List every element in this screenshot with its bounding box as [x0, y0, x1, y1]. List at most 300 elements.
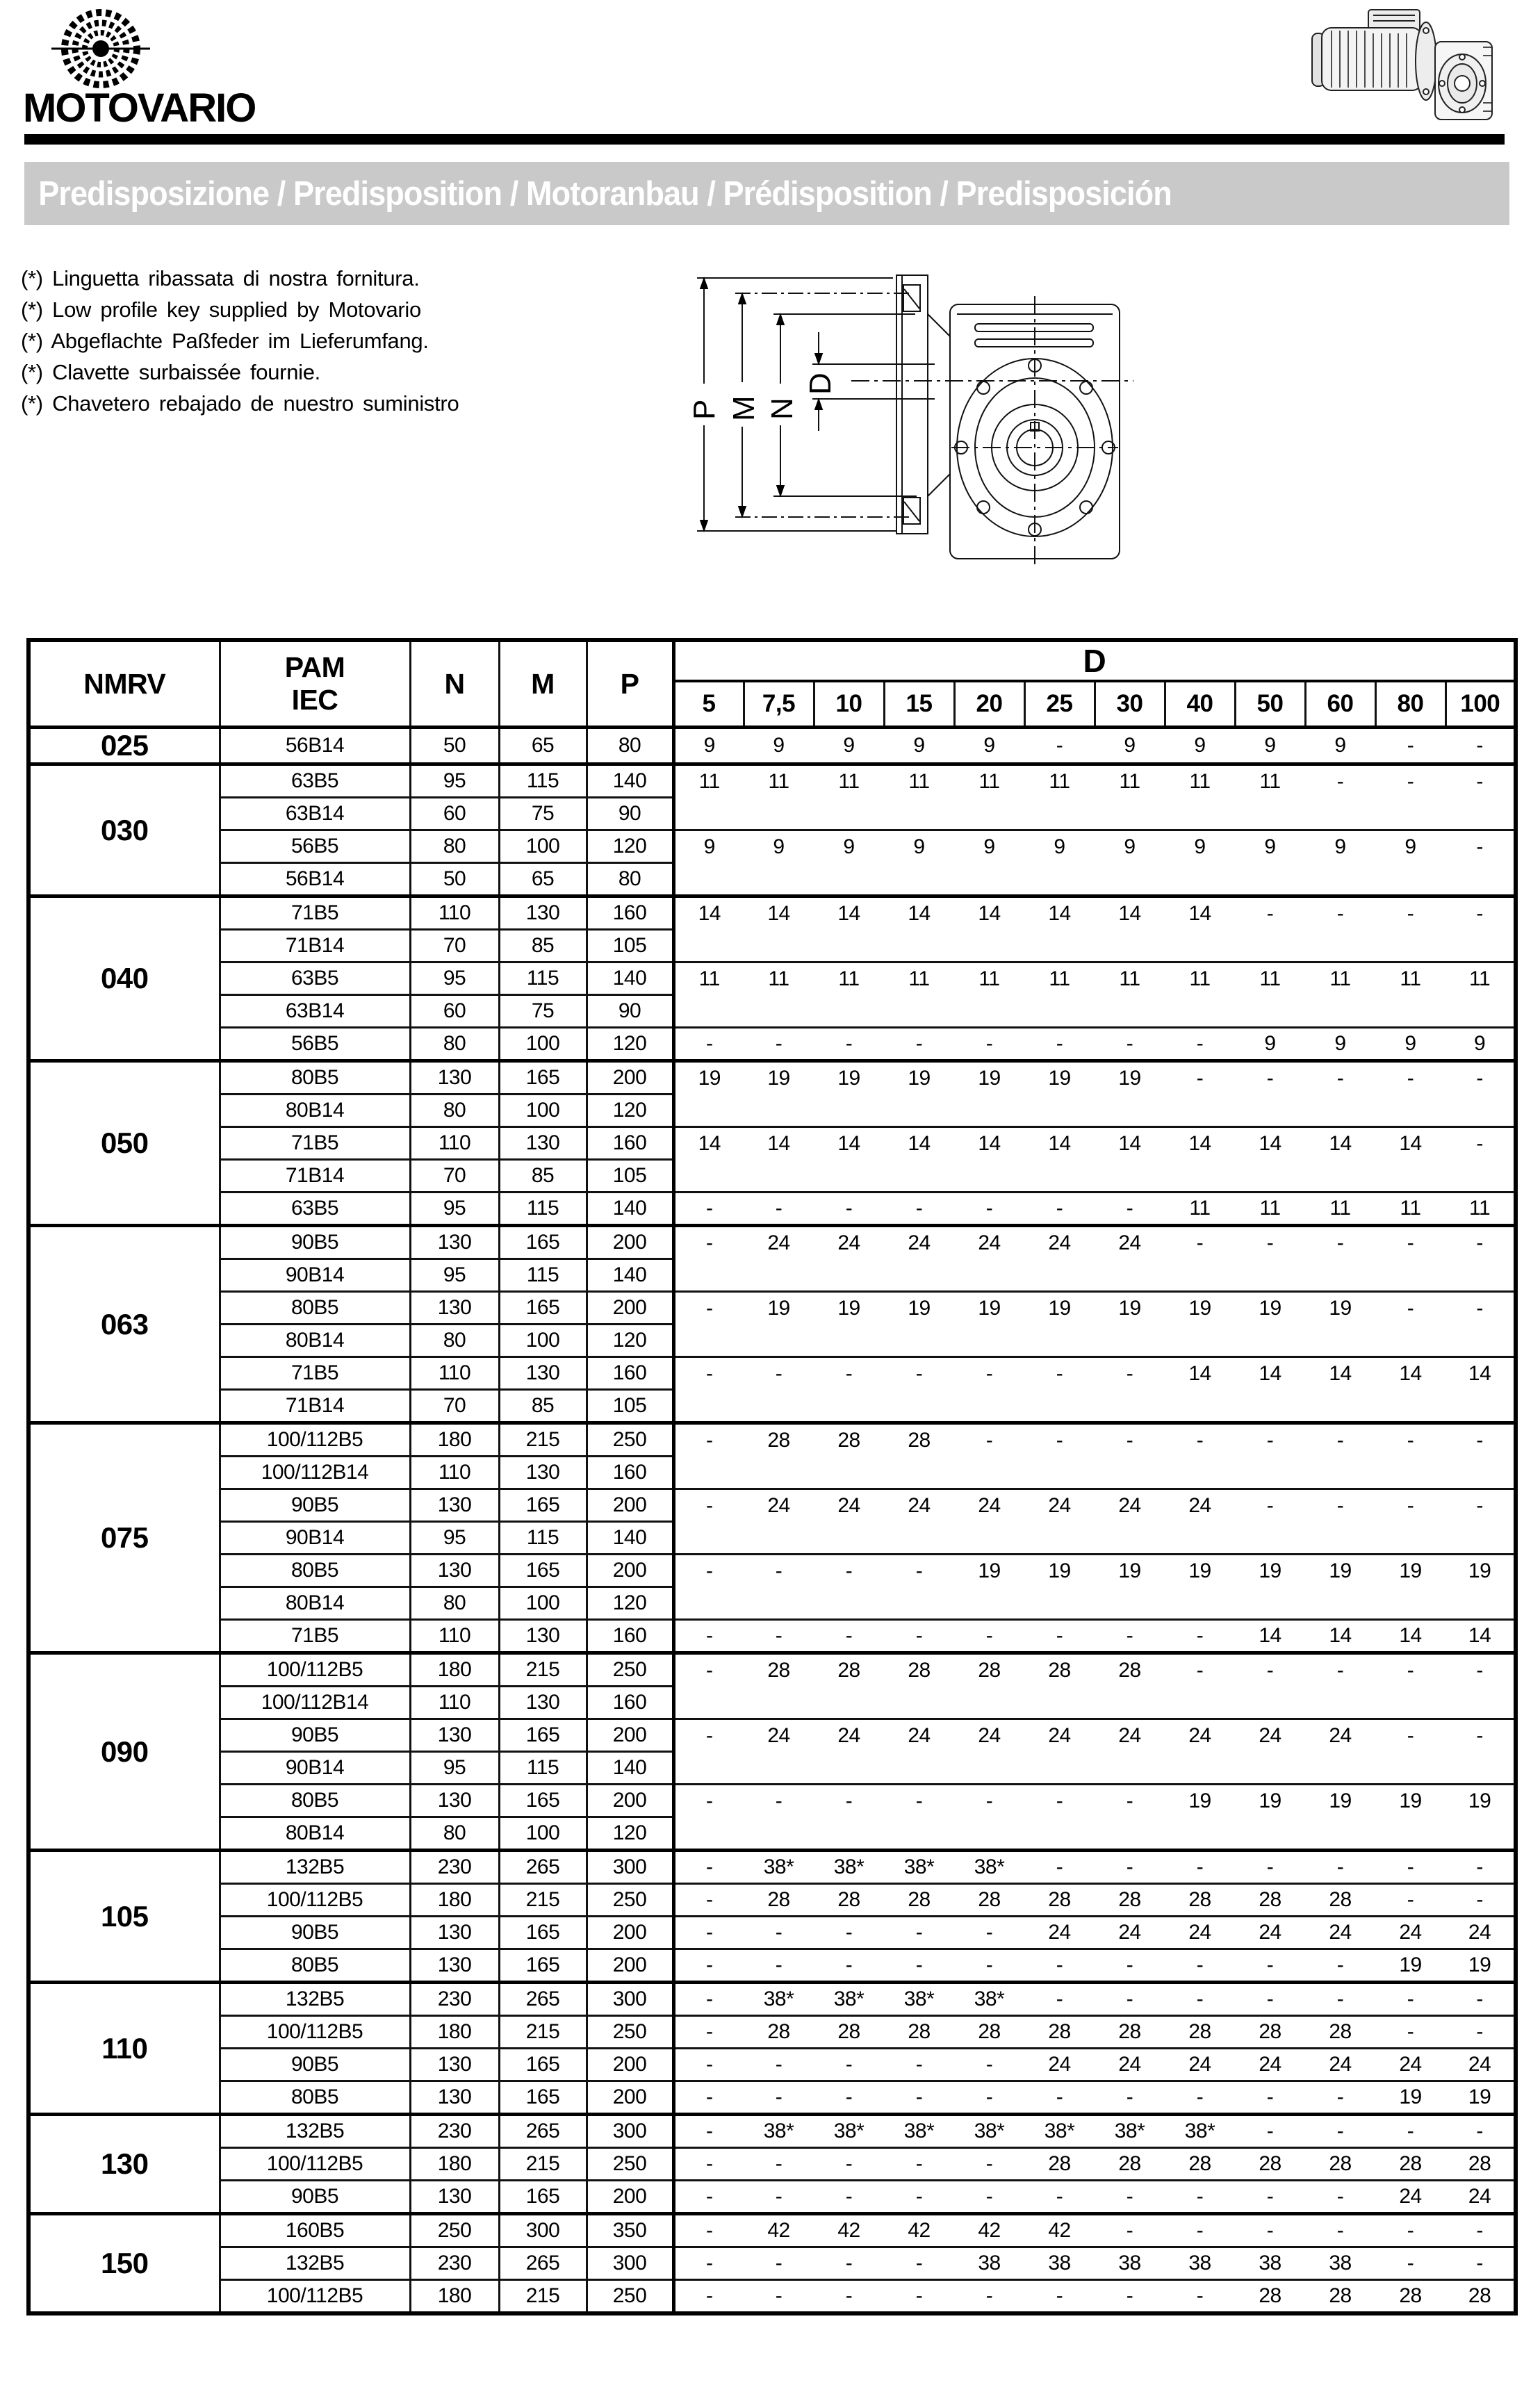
d-value-cell: 19 [744, 1292, 814, 1357]
d-value-cell: 28 [744, 1423, 814, 1489]
d-value-cell: - [673, 1884, 744, 1917]
d-value-cell: 38* [954, 2115, 1024, 2148]
n-value-cell: 130 [410, 1292, 499, 1325]
m-value-cell: 85 [499, 930, 587, 962]
pam-iec-cell: 63B5 [220, 764, 410, 798]
m-value-cell: 265 [499, 1983, 587, 2016]
pam-iec-cell: 63B14 [220, 995, 410, 1028]
d-value-cell: 28 [884, 2016, 954, 2049]
d-value-cell: - [814, 1785, 884, 1851]
nmrv-size-cell: 150 [28, 2214, 220, 2314]
p-value-cell: 120 [587, 1095, 673, 1127]
n-value-cell: 130 [410, 2081, 499, 2115]
d-value-cell: 28 [1165, 1884, 1235, 1917]
d-value-cell: - [1445, 2247, 1516, 2280]
d-value-cell: 14 [1235, 1620, 1305, 1653]
d-value-cell: 24 [1235, 2049, 1305, 2081]
dimension-drawing [657, 247, 1136, 571]
table-row [28, 1851, 1516, 1884]
m-value-cell: 165 [499, 2081, 587, 2115]
d-value-cell: - [1305, 896, 1375, 962]
d-value-cell: - [673, 2181, 744, 2214]
p-value-cell: 250 [587, 2148, 673, 2181]
d-value-cell: - [1165, 1949, 1235, 1983]
pam-iec-cell: 56B5 [220, 1028, 410, 1061]
d-value-cell: - [954, 2049, 1024, 2081]
d-value-cell: - [1095, 2280, 1165, 2314]
d-value-cell: - [1445, 1061, 1516, 1127]
p-value-cell: 160 [587, 1127, 673, 1160]
n-value-cell: 95 [410, 1752, 499, 1785]
d-value-cell: - [1165, 1028, 1235, 1061]
d-value-cell: - [814, 1028, 884, 1061]
m-value-cell: 115 [499, 1522, 587, 1555]
d-value-cell: - [814, 1949, 884, 1983]
d-value-cell: - [1305, 1489, 1375, 1555]
n-value-cell: 60 [410, 798, 499, 830]
d-value-cell: - [744, 2148, 814, 2181]
d-value-cell: - [814, 2280, 884, 2314]
table-row [28, 1423, 1516, 1457]
d-value-cell: - [1375, 2247, 1445, 2280]
header-rule [24, 134, 1505, 145]
pam-iec-cell: 80B5 [220, 2081, 410, 2115]
header-d-col: 7,5 [744, 681, 814, 728]
n-value-cell: 130 [410, 1949, 499, 1983]
d-value-cell: - [744, 1917, 814, 1949]
d-value-cell: 19 [1375, 1785, 1445, 1851]
m-value-cell: 215 [499, 1884, 587, 1917]
d-value-cell: 14 [1305, 1357, 1375, 1423]
d-value-cell: 19 [884, 1292, 954, 1357]
p-value-cell: 200 [587, 1226, 673, 1259]
m-value-cell: 75 [499, 798, 587, 830]
header-d-col: 60 [1305, 681, 1375, 728]
d-value-cell: 38 [1235, 2247, 1305, 2280]
d-value-cell: - [954, 2148, 1024, 2181]
pam-iec-cell: 90B5 [220, 1226, 410, 1259]
header-d-col: 40 [1165, 681, 1235, 728]
pam-iec-cell: 100/112B14 [220, 1687, 410, 1719]
d-value-cell: 9 [1165, 830, 1235, 896]
d-value-cell: 28 [1305, 1884, 1375, 1917]
d-value-cell: 24 [1375, 1917, 1445, 1949]
table-row [28, 1620, 1516, 1653]
d-value-cell: - [673, 1423, 744, 1489]
p-value-cell: 200 [587, 2081, 673, 2115]
d-value-cell: 11 [954, 764, 1024, 830]
d-value-cell: 11 [1235, 764, 1305, 830]
d-value-cell: 24 [814, 1226, 884, 1292]
n-value-cell: 80 [410, 1095, 499, 1127]
nmrv-size-cell: 105 [28, 1851, 220, 1983]
d-value-cell: - [673, 1949, 744, 1983]
d-value-cell: 28 [1235, 2016, 1305, 2049]
p-value-cell: 200 [587, 2181, 673, 2214]
d-value-cell: 14 [673, 896, 744, 962]
d-value-cell: 9 [744, 830, 814, 896]
pam-iec-cell: 160B5 [220, 2214, 410, 2247]
d-value-cell: - [884, 2181, 954, 2214]
table-row [28, 1884, 1516, 1917]
d-value-cell: 9 [1445, 1028, 1516, 1061]
header-nmrv: NMRV [28, 640, 220, 728]
n-value-cell: 70 [410, 930, 499, 962]
d-value-cell: - [1445, 1653, 1516, 1719]
d-value-cell: 38* [814, 2115, 884, 2148]
d-value-cell: - [814, 1917, 884, 1949]
m-value-cell: 165 [499, 1719, 587, 1752]
d-value-cell: - [1305, 1851, 1375, 1884]
nmrv-size-cell: 090 [28, 1653, 220, 1851]
header-pam-line2: IEC [291, 684, 338, 716]
table-row [28, 1292, 1516, 1325]
title-bar [24, 162, 1509, 225]
pam-iec-cell: 90B14 [220, 1522, 410, 1555]
d-value-cell: 28 [1235, 2148, 1305, 2181]
pam-iec-cell: 63B5 [220, 1192, 410, 1226]
header-n: N [410, 640, 499, 728]
d-value-cell: - [1024, 1949, 1095, 1983]
d-value-cell: - [673, 1028, 744, 1061]
d-value-cell: - [1165, 1653, 1235, 1719]
pam-iec-cell: 80B14 [220, 1325, 410, 1357]
n-value-cell: 80 [410, 1325, 499, 1357]
d-value-cell: 19 [744, 1061, 814, 1127]
d-value-cell: 11 [1375, 1192, 1445, 1226]
d-value-cell: - [1235, 1653, 1305, 1719]
d-value-cell: 14 [1375, 1357, 1445, 1423]
d-value-cell: - [673, 1192, 744, 1226]
m-value-cell: 130 [499, 1457, 587, 1489]
d-value-cell: 28 [1235, 1884, 1305, 1917]
d-value-cell: 28 [884, 1423, 954, 1489]
d-value-cell: 11 [1165, 962, 1235, 1028]
d-value-cell: 19 [1095, 1292, 1165, 1357]
n-value-cell: 70 [410, 1390, 499, 1423]
p-value-cell: 350 [587, 2214, 673, 2247]
d-value-cell: 14 [1445, 1620, 1516, 1653]
table-row [28, 1357, 1516, 1390]
p-value-cell: 200 [587, 1292, 673, 1325]
table-row [28, 1785, 1516, 1817]
d-value-cell: - [1024, 1192, 1095, 1226]
pam-table-body [28, 728, 1516, 2314]
d-value-cell: - [1024, 2181, 1095, 2214]
d-value-cell: 19 [673, 1061, 744, 1127]
d-value-cell: - [954, 2081, 1024, 2115]
n-value-cell: 130 [410, 1226, 499, 1259]
p-value-cell: 120 [587, 1817, 673, 1851]
n-value-cell: 180 [410, 1884, 499, 1917]
d-value-cell: 9 [1095, 830, 1165, 896]
d-value-cell: 24 [744, 1719, 814, 1785]
m-value-cell: 115 [499, 764, 587, 798]
pam-iec-cell: 132B5 [220, 2247, 410, 2280]
pam-iec-cell: 80B5 [220, 1785, 410, 1817]
d-value-cell: 24 [1024, 1226, 1095, 1292]
pam-iec-cell: 90B5 [220, 2049, 410, 2081]
header-d-group: D [673, 640, 1516, 681]
p-value-cell: 140 [587, 1752, 673, 1785]
p-value-cell: 300 [587, 2115, 673, 2148]
d-value-cell: - [1024, 1423, 1095, 1489]
d-value-cell: - [673, 2081, 744, 2115]
d-value-cell: 11 [884, 764, 954, 830]
d-value-cell: 11 [1445, 1192, 1516, 1226]
d-value-cell: 28 [1024, 1653, 1095, 1719]
n-value-cell: 180 [410, 1653, 499, 1687]
table-row [28, 2247, 1516, 2280]
m-value-cell: 215 [499, 2280, 587, 2314]
n-value-cell: 70 [410, 1160, 499, 1192]
pam-iec-cell: 100/112B5 [220, 2016, 410, 2049]
d-value-cell: - [1095, 1785, 1165, 1851]
d-value-cell: 14 [1235, 1127, 1305, 1192]
p-value-cell: 250 [587, 1884, 673, 1917]
d-value-cell: 11 [1165, 1192, 1235, 1226]
p-value-cell: 160 [587, 896, 673, 930]
d-value-cell: - [1375, 1653, 1445, 1719]
p-value-cell: 120 [587, 1325, 673, 1357]
d-value-cell: 14 [1024, 1127, 1095, 1192]
note-line-fr: (*) Clavette surbaissée fournie. [21, 360, 320, 384]
d-value-cell: - [1165, 1851, 1235, 1884]
d-value-cell: - [884, 2081, 954, 2115]
d-value-cell: 28 [814, 1653, 884, 1719]
m-value-cell: 215 [499, 1653, 587, 1687]
d-value-cell: - [1305, 2081, 1375, 2115]
table-row [28, 2081, 1516, 2115]
d-value-cell: 9 [954, 830, 1024, 896]
d-value-cell: 28 [1375, 2280, 1445, 2314]
pam-iec-cell: 100/112B14 [220, 1457, 410, 1489]
d-value-cell: 9 [673, 830, 744, 896]
d-value-cell: - [1024, 1357, 1095, 1423]
d-value-cell: 11 [1095, 962, 1165, 1028]
d-value-cell: 38 [954, 2247, 1024, 2280]
n-value-cell: 230 [410, 1851, 499, 1884]
m-value-cell: 165 [499, 1917, 587, 1949]
d-value-cell: 11 [1305, 962, 1375, 1028]
d-value-cell: 14 [954, 1127, 1024, 1192]
d-value-cell: 28 [1024, 2016, 1095, 2049]
d-value-cell: - [1305, 2181, 1375, 2214]
d-value-cell: 38* [954, 1983, 1024, 2016]
d-value-cell: 9 [1235, 830, 1305, 896]
d-value-cell: - [1445, 830, 1516, 896]
m-value-cell: 165 [499, 1061, 587, 1095]
pam-iec-cell: 80B14 [220, 1587, 410, 1620]
d-value-cell: - [1445, 1489, 1516, 1555]
d-value-cell: - [744, 1192, 814, 1226]
table-row [28, 896, 1516, 930]
d-value-cell: - [814, 1620, 884, 1653]
d-value-cell: - [1445, 1127, 1516, 1192]
pam-iec-cell: 63B5 [220, 962, 410, 995]
d-value-cell: 28 [884, 1653, 954, 1719]
d-value-cell: - [814, 2148, 884, 2181]
d-value-cell: 11 [673, 962, 744, 1028]
d-value-cell: - [1445, 2016, 1516, 2049]
d-value-cell: - [1024, 2081, 1095, 2115]
n-value-cell: 130 [410, 1489, 499, 1522]
p-value-cell: 105 [587, 1390, 673, 1423]
m-value-cell: 265 [499, 2115, 587, 2148]
d-value-cell: - [673, 1653, 744, 1719]
d-value-cell: - [1375, 1884, 1445, 1917]
table-row [28, 2214, 1516, 2247]
d-value-cell: 14 [1375, 1620, 1445, 1653]
note-line-es: (*) Chavetero rebajado de nuestro suministro [21, 391, 459, 416]
d-value-cell: - [1095, 2181, 1165, 2214]
d-value-cell: - [673, 1917, 744, 1949]
d-value-cell: - [884, 1028, 954, 1061]
d-value-cell: 28 [1305, 2016, 1375, 2049]
p-value-cell: 200 [587, 2049, 673, 2081]
n-value-cell: 180 [410, 2148, 499, 2181]
d-value-cell: 9 [814, 728, 884, 764]
table-row [28, 1719, 1516, 1752]
p-value-cell: 200 [587, 1785, 673, 1817]
d-value-cell: 11 [1235, 962, 1305, 1028]
table-row [28, 1949, 1516, 1983]
n-value-cell: 180 [410, 2280, 499, 2314]
n-value-cell: 110 [410, 1357, 499, 1390]
n-value-cell: 110 [410, 1127, 499, 1160]
m-value-cell: 115 [499, 1752, 587, 1785]
header-d-col: 30 [1095, 681, 1165, 728]
d-value-cell: - [954, 1357, 1024, 1423]
d-value-cell: 9 [1305, 830, 1375, 896]
dim-label-p: P [687, 399, 721, 420]
d-value-cell: 38* [814, 1851, 884, 1884]
p-value-cell: 80 [587, 863, 673, 896]
d-value-cell: - [1095, 1851, 1165, 1884]
m-value-cell: 115 [499, 962, 587, 995]
m-value-cell: 130 [499, 1620, 587, 1653]
d-value-cell: 24 [1165, 2049, 1235, 2081]
d-value-cell: 24 [1165, 1489, 1235, 1555]
page-title: Predisposizione / Predisposition / Motoranbau / Prédisposition / Predisposición [38, 174, 1172, 213]
m-value-cell: 165 [499, 2049, 587, 2081]
d-value-cell: - [884, 2247, 954, 2280]
m-value-cell: 130 [499, 1687, 587, 1719]
d-value-cell: - [1445, 1983, 1516, 2016]
d-value-cell: - [1445, 764, 1516, 830]
d-value-cell: - [1235, 2214, 1305, 2247]
pam-iec-cell: 63B14 [220, 798, 410, 830]
table-row [28, 1555, 1516, 1587]
d-value-cell: 24 [1095, 1226, 1165, 1292]
d-value-cell: - [1095, 2081, 1165, 2115]
d-value-cell: 38* [884, 1983, 954, 2016]
n-value-cell: 110 [410, 1687, 499, 1719]
p-value-cell: 160 [587, 1357, 673, 1390]
d-value-cell: - [1445, 1423, 1516, 1489]
d-value-cell: 24 [1024, 1719, 1095, 1785]
notes-block [21, 263, 459, 419]
d-value-cell: - [1305, 2115, 1375, 2148]
p-value-cell: 160 [587, 1620, 673, 1653]
d-value-cell: - [1165, 1983, 1235, 2016]
d-value-cell: 19 [1165, 1292, 1235, 1357]
m-value-cell: 130 [499, 1357, 587, 1390]
n-value-cell: 95 [410, 764, 499, 798]
nmrv-size-cell: 110 [28, 1983, 220, 2115]
d-value-cell: 19 [1305, 1292, 1375, 1357]
d-value-cell: 28 [954, 2016, 1024, 2049]
d-value-cell: - [1165, 2081, 1235, 2115]
d-value-cell: - [884, 1620, 954, 1653]
d-value-cell: - [884, 2148, 954, 2181]
d-value-cell: 28 [744, 1884, 814, 1917]
header-d-col: 5 [673, 681, 744, 728]
header-d-col: 15 [884, 681, 954, 728]
d-value-cell: - [954, 1423, 1024, 1489]
pam-iec-cell: 80B5 [220, 1555, 410, 1587]
n-value-cell: 95 [410, 1259, 499, 1292]
d-value-cell: - [673, 1620, 744, 1653]
d-value-cell: - [1305, 1423, 1375, 1489]
m-value-cell: 165 [499, 2181, 587, 2214]
d-value-cell: 38* [884, 1851, 954, 1884]
d-value-cell: - [1375, 1226, 1445, 1292]
d-value-cell: 28 [1375, 2148, 1445, 2181]
note-line-it: (*) Linguetta ribassata di nostra fornitura. [21, 266, 420, 290]
d-value-cell: 24 [1165, 1719, 1235, 1785]
nmrv-size-cell: 130 [28, 2115, 220, 2214]
p-value-cell: 250 [587, 2016, 673, 2049]
table-row [28, 1489, 1516, 1522]
header-d-col: 80 [1375, 681, 1445, 728]
d-value-cell: 24 [1095, 2049, 1165, 2081]
nmrv-size-cell: 063 [28, 1226, 220, 1423]
d-value-cell: 24 [954, 1719, 1024, 1785]
d-value-cell: - [954, 1917, 1024, 1949]
m-value-cell: 100 [499, 1028, 587, 1061]
n-value-cell: 110 [410, 1620, 499, 1653]
d-value-cell: 11 [814, 764, 884, 830]
d-value-cell: 19 [1235, 1292, 1305, 1357]
p-value-cell: 140 [587, 1522, 673, 1555]
m-value-cell: 100 [499, 1325, 587, 1357]
d-value-cell: 19 [1235, 1785, 1305, 1851]
d-value-cell: - [1445, 1292, 1516, 1357]
d-value-cell: 28 [1305, 2148, 1375, 2181]
d-value-cell: - [744, 2280, 814, 2314]
d-value-cell: 28 [814, 1423, 884, 1489]
d-value-cell: 11 [954, 962, 1024, 1028]
d-value-cell: - [744, 2181, 814, 2214]
pam-iec-cell: 56B14 [220, 863, 410, 896]
d-value-cell: 19 [1305, 1785, 1375, 1851]
d-value-cell: 42 [1024, 2214, 1095, 2247]
d-value-cell: 19 [814, 1292, 884, 1357]
nmrv-size-cell: 025 [28, 728, 220, 764]
pam-iec-cell: 71B14 [220, 930, 410, 962]
pam-iec-cell: 90B5 [220, 1917, 410, 1949]
d-value-cell: - [673, 1983, 744, 2016]
p-value-cell: 140 [587, 1192, 673, 1226]
d-value-cell: 9 [1305, 728, 1375, 764]
d-value-cell: - [744, 1785, 814, 1851]
d-value-cell: - [954, 1620, 1024, 1653]
d-value-cell: 11 [884, 962, 954, 1028]
note-line-de: (*) Abgeflachte Paßfeder im Lieferumfang. [21, 329, 429, 353]
p-value-cell: 90 [587, 798, 673, 830]
d-value-cell: 24 [1235, 1917, 1305, 1949]
